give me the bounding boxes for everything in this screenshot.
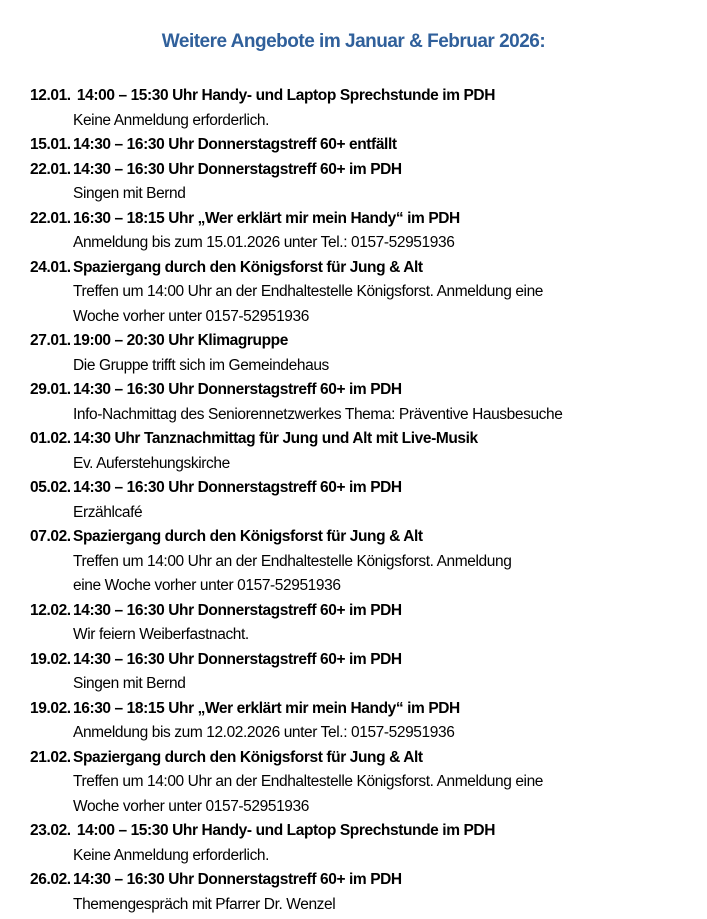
event-title: 14:30 – 16:30 Uhr Donnerstagstreff 60+ im PDH [73, 601, 402, 619]
event-date: 24.01. [30, 258, 71, 276]
event-date: 19.02. [30, 650, 71, 668]
event-date: 15.01. [30, 136, 71, 153]
event-date: 12.01. [30, 87, 71, 104]
event-title: 16:30 – 18:15 Uhr „Wer erklärt mir mein Handy“ im PDH [73, 699, 460, 717]
event-title: Spaziergang durch den Königsforst für Jung & Alt [73, 748, 423, 766]
event-row [30, 133, 691, 158]
event-date: 27.01. [30, 332, 71, 349]
event-title: 14:30 – 16:30 Uhr Donnerstagstreff 60+ im PDH [73, 871, 402, 888]
event-row [30, 207, 691, 232]
event-row [30, 746, 691, 771]
event-row [30, 868, 691, 893]
event-row [30, 525, 691, 550]
event-row [30, 599, 691, 624]
event-date: 22.01. [30, 209, 71, 227]
events-list [0, 84, 707, 917]
event-date: 22.01. [30, 160, 71, 178]
event-row [30, 256, 691, 281]
event-detail: Keine Anmeldung erforderlich. [73, 846, 270, 864]
event-date: 07.02. [30, 528, 71, 545]
event-row [30, 697, 691, 722]
event-date: 12.02. [30, 601, 71, 619]
event-row [30, 84, 691, 109]
event-row [30, 648, 691, 673]
event-date: 21.02. [30, 748, 71, 766]
event-row [30, 329, 691, 354]
event-row [30, 158, 691, 183]
event-title: 14:30 – 16:30 Uhr Donnerstagstreff 60+ im PDH [73, 479, 402, 496]
event-date: 05.02. [30, 479, 71, 496]
event-detail: Anmeldung bis zum 15.01.2026 unter Tel.: 0157-52951936 [73, 234, 455, 251]
event-title: 14:00 – 15:30 Uhr Handy- und Laptop Sprechstunde im PDH [73, 87, 496, 104]
event-detail: Singen mit Bernd [73, 675, 186, 692]
event-detail: Wir feiern Weiberfastnacht. [73, 626, 249, 643]
event-title: 14:30 – 16:30 Uhr Donnerstagstreff 60+ im PDH [73, 650, 402, 668]
event-detail: Keine Anmeldung erforderlich. [73, 111, 270, 129]
event-date: 23.02. [30, 822, 71, 839]
event-detail: Woche vorher unter 0157-52951936 [73, 797, 309, 815]
event-detail: Treffen um 14:00 Uhr an der Endhaltestelle Königsforst. Anmeldung eine [73, 283, 544, 300]
event-detail: Die Gruppe trifft sich im Gemeindehaus [73, 356, 329, 374]
event-title: 14:30 Uhr Tanznachmittag für Jung und Alt mit Live-Musik [73, 430, 478, 447]
event-detail: Erzählcafé [73, 503, 143, 521]
event-title: 19:00 – 20:30 Uhr Klimagruppe [73, 332, 288, 349]
event-title: 14:30 – 16:30 Uhr Donnerstagstreff 60+ entfällt [73, 136, 397, 153]
event-detail: Themengespräch mit Pfarrer Dr. Wenzel [73, 895, 336, 913]
event-title: 14:30 – 16:30 Uhr Donnerstagstreff 60+ im PDH [73, 381, 402, 398]
event-date: 01.02. [30, 430, 71, 447]
event-detail: eine Woche vorher unter 0157-52951936 [73, 577, 341, 594]
event-detail: Anmeldung bis zum 12.02.2026 unter Tel.: 0157-52951936 [73, 724, 455, 741]
event-date: 26.02. [30, 871, 71, 888]
event-row [30, 476, 691, 501]
page-title: Weitere Angebote im Januar & Februar 2026: [161, 31, 546, 52]
event-detail: Treffen um 14:00 Uhr an der Endhaltestelle Königsforst. Anmeldung eine [73, 773, 544, 790]
event-date: 19.02. [30, 699, 71, 717]
event-date: 29.01. [30, 381, 71, 398]
event-row [30, 819, 691, 844]
event-title: 14:30 – 16:30 Uhr Donnerstagstreff 60+ im PDH [73, 160, 402, 178]
event-detail: Woche vorher unter 0157-52951936 [73, 307, 309, 325]
event-detail: Info-Nachmittag des Seniorennetzwerkes Thema: Präventive Hausbesuche [73, 405, 563, 423]
event-title: Spaziergang durch den Königsforst für Jung & Alt [73, 258, 423, 276]
event-title: 16:30 – 18:15 Uhr „Wer erklärt mir mein Handy“ im PDH [73, 209, 460, 227]
event-title: 14:00 – 15:30 Uhr Handy- und Laptop Sprechstunde im PDH [73, 822, 496, 839]
event-row [30, 378, 691, 403]
event-detail: Singen mit Bernd [73, 185, 186, 202]
event-detail: Treffen um 14:00 Uhr an der Endhaltestelle Königsforst. Anmeldung [73, 552, 512, 570]
event-detail: Ev. Auferstehungskirche [73, 454, 230, 472]
event-row [30, 427, 691, 452]
event-title: Spaziergang durch den Königsforst für Jung & Alt [73, 528, 423, 545]
